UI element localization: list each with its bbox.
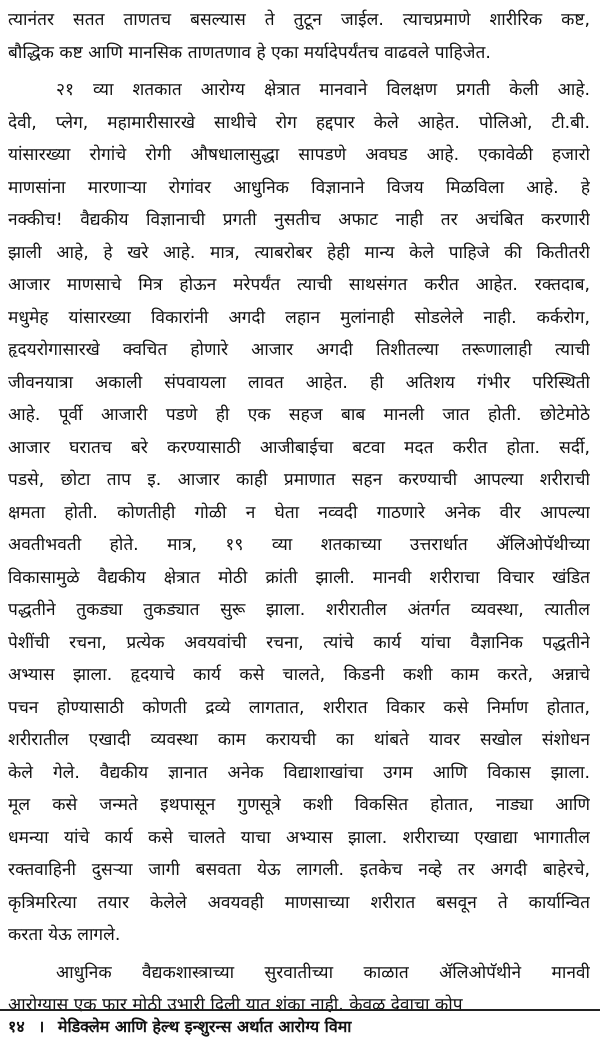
text-line: पचन होण्यासाठी कोणती द्रव्ये लागतात, शरीरात विकार कसे निर्माण होतात,	[8, 697, 590, 718]
paragraph	[8, 957, 590, 1022]
text-line: पद्धतीने तुकड्या तुकड्यात सुरू झाला. शरीरातील अंतर्गत व्यवस्था, त्यातील	[8, 600, 590, 620]
text-line: शरीरातील एखादी व्यवस्था काम करायची का थांबते यावर सखोल संशोधन	[8, 730, 590, 750]
text-line: नक्कीच! वैद्यकीय विज्ञानाची प्रगती नुसतीच अफाट नाही तर अचंबित करणारी	[8, 210, 590, 230]
text-line: आहे. पूर्वी आजारी पडणे ही एक सहज बाब मानली जात होती. छोटेमोठे	[8, 405, 590, 425]
text-line: त्यानंतर सतत ताणतच बसल्यास ते तुटून जाईल. त्याचप्रमाणे शारीरिक कष्ट,	[8, 10, 590, 30]
text-line: माणसांना मारणाऱ्या रोगांवर आधुनिक विज्ञानाने विजय मिळविला आहे. हे	[8, 177, 590, 198]
page-footer	[8, 1015, 592, 1037]
text-line: हृदयरोगासारखे क्वचित होणारे आजार अगदी तिशीतल्या तरूणालाही त्याची	[8, 340, 590, 360]
text-line: पेशींची रचना, प्रत्येक अवयवांची रचना, त्यांचे कार्य यांचा वैज्ञानिक पद्धतीने	[8, 632, 590, 653]
text-line: मूल कसे जन्मते इथपासून गुणसूत्रे कशी विकसित होतात, नाड्या आणि	[8, 795, 590, 815]
text-line: आधुनिक वैद्यकशास्त्राच्या सुरवातीच्या काळात ॲलिओपॅथीने मानवी	[56, 962, 590, 983]
page-number: १४	[8, 1017, 25, 1036]
text-line: केले गेले. वैद्यकीय ज्ञानात अनेक विद्याशाखांचा उगम आणि विकास झाला.	[8, 762, 590, 783]
text-line: क्षमता होती. कोणतीही गोळी न घेता नव्वदी गाठणारे अनेक वीर आपल्या	[8, 502, 590, 523]
text-line: २१ व्या शतकात आरोग्य क्षेत्रात मानवाने विलक्षण प्रगती केली आहे.	[56, 80, 590, 100]
text-line: कृत्रिमरित्या तयार केलेले अवयवही माणसाच्या शरीरात बसवून ते कार्यान्वित	[8, 892, 590, 913]
footer-divider	[0, 1009, 600, 1011]
text-line: बौद्धिक कष्ट आणि मानसिक ताणतणाव हे एका मर्यादेपर्यंतच वाढवले पाहिजेत.	[8, 42, 491, 63]
footer-separator: ।	[38, 1017, 45, 1036]
text-line: आजार घरातच बरे करण्यासाठी आजीबाईचा बटवा मदत करीत होता. सर्दी,	[8, 437, 590, 458]
text-line: आजार माणसाचे मित्र होऊन मरेपर्यंत त्याची साथसंगत करीत आहेत. रक्तदाब,	[8, 275, 590, 295]
text-line: धमन्या यांचे कार्य कसे चालते याचा अभ्यास झाला. शरीराच्या एखाद्या भागातील	[8, 827, 590, 848]
text-line: करता येऊ लागले.	[8, 925, 121, 945]
text-line: आरोग्यास एक फार मोठी उभारी दिली यात शंका नाही. केवळ देवाचा कोप	[8, 995, 463, 1015]
text-line: विकासामुळे वैद्यकीय क्षेत्रात मोठी क्रांती झाली. मानवी शरीराचा विचार खंडित	[8, 567, 590, 588]
paragraph	[8, 74, 590, 952]
text-line: जीवनयात्रा अकाली संपवायला लावत आहेत. ही अतिशय गंभीर परिस्थिती	[8, 372, 590, 393]
text-line: यांसारख्या रोगांचे रोगी औषधालासुद्धा सापडणे अवघड आहे. एकावेळी हजारो	[8, 145, 590, 165]
body-text	[8, 4, 590, 1027]
text-line: देवी, प्लेग, महामारीसारखे साथीचे रोग हद्दपार केले आहेत. पोलिओ, टी.बी.	[8, 112, 590, 133]
text-line: अभ्यास झाला. हृदयाचे कार्य कसे चालते, किडनी कशी काम करते, अन्नाचे	[8, 665, 590, 685]
text-line: रक्तवाहिनी दुसऱ्या जागी बसवता येऊ लागली. इतकेच नव्हे तर अगदी बाहेरचे,	[8, 860, 590, 880]
text-line: झाली आहे, हे खरे आहे. मात्र, त्याबरोबर हेही मान्य केले पाहिजे की कितीतरी	[8, 242, 590, 263]
text-line: मधुमेह यांसारख्या विकारांनी अगदी लहान मुलांनाही सोडलेले नाही. कर्करोग,	[8, 307, 590, 328]
book-title: मेडिक्लेम आणि हेल्थ इन्शुरन्स अर्थात आरोग्य विमा	[57, 1017, 352, 1036]
paragraph	[8, 4, 590, 69]
text-line: अवतीभवती होते. मात्र, १९ व्या शतकाच्या उत्तरार्धात ॲलिओपॅथीच्या	[8, 535, 590, 555]
text-line: पडसे, छोटा ताप इ. आजार काही प्रमाणात सहन करण्याची आपल्या शरीराची	[8, 470, 590, 490]
